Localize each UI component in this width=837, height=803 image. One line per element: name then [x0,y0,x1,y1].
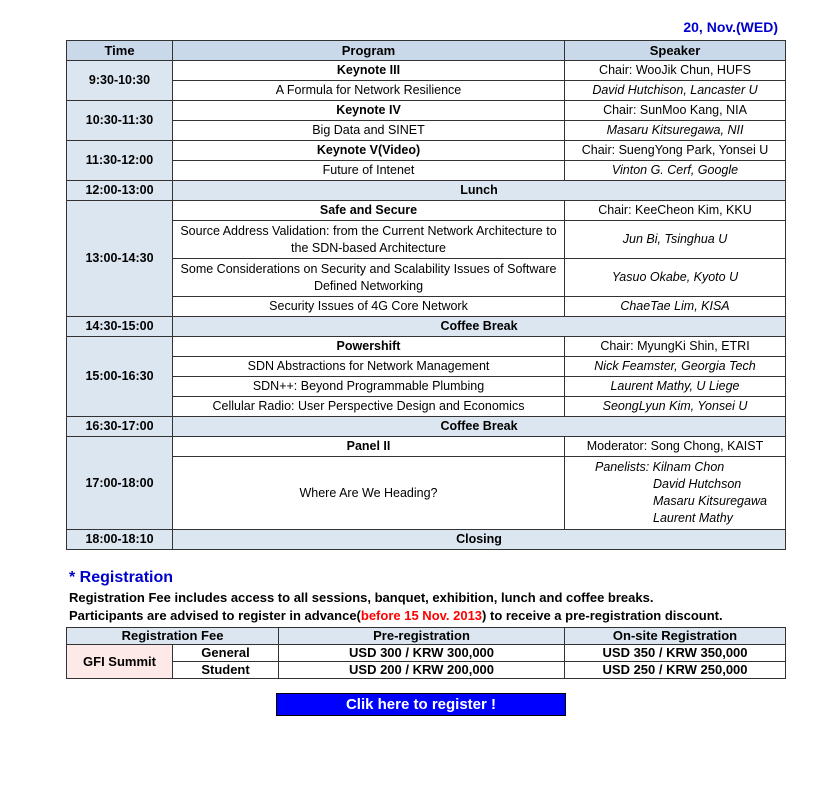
onsite-fee: USD 350 / KRW 350,000 [565,645,786,662]
registration-advice-line [69,608,723,623]
panel-row [67,457,786,530]
deadline-text: before 15 Nov. 2013 [360,608,483,623]
registration-title: * Registration [69,569,174,586]
session-time: 17:00-18:00 [67,437,173,530]
event-name: GFI Summit [67,645,173,679]
session-title: Keynote III [173,61,565,81]
talk-title: SDN Abstractions for Network Management [173,357,565,377]
fee-header-row [67,628,786,645]
talk-speaker: SeongLyun Kim, Yonsei U [565,397,786,417]
talk-title: Source Address Validation: from the Current Network Architecture to the SDN-based Architecture [173,221,565,259]
session-time: 9:30-10:30 [67,61,173,101]
session-row [67,61,786,81]
talk-title: Some Considerations on Security and Scalability Issues of Software Defined Networking [173,259,565,297]
program-header: Program [173,41,565,61]
session-time: 13:00-14:30 [67,201,173,317]
talk-speaker: Masaru Kitsuregawa, NII [565,121,786,141]
break-label: Lunch [173,181,786,201]
onsite-registration-header: On-site Registration [565,628,786,645]
session-title: Panel II [173,437,565,457]
speaker-header: Speaker [565,41,786,61]
fee-row [67,645,786,662]
talk-row [67,121,786,141]
panelists-list [565,457,786,530]
session-time: 11:30-12:00 [67,141,173,181]
break-row [67,417,786,437]
break-row [67,317,786,337]
talk-row [67,397,786,417]
break-label: Closing [173,530,786,550]
talk-speaker: Yasuo Okabe, Kyoto U [565,259,786,297]
break-time: 12:00-13:00 [67,181,173,201]
break-time: 18:00-18:10 [67,530,173,550]
fee-row [67,662,786,679]
panelist: Masaru Kitsuregawa [653,494,767,508]
talk-speaker: Vinton G. Cerf, Google [565,161,786,181]
talk-row [67,81,786,101]
fee-table [66,627,786,679]
advice-text-start: Participants are advised to register in advance( [69,608,361,623]
session-chair: Moderator: Song Chong, KAIST [565,437,786,457]
panelist: David Hutchson [653,477,742,491]
advice-text-end: ) to receive a pre-registration discount. [482,608,723,623]
talk-row [67,161,786,181]
panel-topic: Where Are We Heading? [173,457,565,530]
break-row [67,530,786,550]
session-title: Keynote IV [173,101,565,121]
talk-row [67,259,786,297]
talk-speaker: David Hutchison, Lancaster U [565,81,786,101]
talk-title: Cellular Radio: User Perspective Design and Economics [173,397,565,417]
register-button[interactable]: Clik here to register ! [276,693,566,716]
session-chair: Chair: MyungKi Shin, ETRI [565,337,786,357]
talk-title: SDN++: Beyond Programmable Plumbing [173,377,565,397]
talk-title: Big Data and SINET [173,121,565,141]
break-label: Coffee Break [173,417,786,437]
break-time: 16:30-17:00 [67,417,173,437]
talk-row [67,377,786,397]
session-chair: Chair: SuengYong Park, Yonsei U [565,141,786,161]
session-title: Powershift [173,337,565,357]
break-time: 14:30-15:00 [67,317,173,337]
pre-registration-fee: USD 300 / KRW 300,000 [279,645,565,662]
session-time: 10:30-11:30 [67,101,173,141]
panelist: Laurent Mathy [653,511,733,525]
fee-header: Registration Fee [67,628,279,645]
session-row [67,337,786,357]
session-title: Safe and Secure [173,201,565,221]
session-time: 15:00-16:30 [67,337,173,417]
talk-speaker: ChaeTae Lim, KISA [565,297,786,317]
talk-speaker: Laurent Mathy, U Liege [565,377,786,397]
talk-title: Future of Intenet [173,161,565,181]
schedule-table [66,40,786,550]
schedule-header-row [67,41,786,61]
session-row [67,101,786,121]
session-chair: Chair: SunMoo Kang, NIA [565,101,786,121]
registration-info-line: Registration Fee includes access to all sessions, banquet, exhibition, lunch and coffee breaks. [69,590,654,605]
talk-title: A Formula for Network Resilience [173,81,565,101]
session-title: Keynote V(Video) [173,141,565,161]
session-chair: Chair: WooJik Chun, HUFS [565,61,786,81]
pre-registration-fee: USD 200 / KRW 200,000 [279,662,565,679]
talk-row [67,357,786,377]
fee-type: Student [173,662,279,679]
talk-title: Security Issues of 4G Core Network [173,297,565,317]
talk-speaker: Jun Bi, Tsinghua U [565,221,786,259]
time-header: Time [67,41,173,61]
panelist: Panelists: Kilnam Chon [595,460,725,474]
session-chair: Chair: KeeCheon Kim, KKU [565,201,786,221]
pre-registration-header: Pre-registration [279,628,565,645]
talk-row [67,297,786,317]
session-row [67,437,786,457]
session-row [67,201,786,221]
break-label: Coffee Break [173,317,786,337]
fee-type: General [173,645,279,662]
session-row [67,141,786,161]
talk-row [67,221,786,259]
date-label: 20, Nov.(WED) [683,19,778,35]
break-row [67,181,786,201]
onsite-fee: USD 250 / KRW 250,000 [565,662,786,679]
talk-speaker: Nick Feamster, Georgia Tech [565,357,786,377]
